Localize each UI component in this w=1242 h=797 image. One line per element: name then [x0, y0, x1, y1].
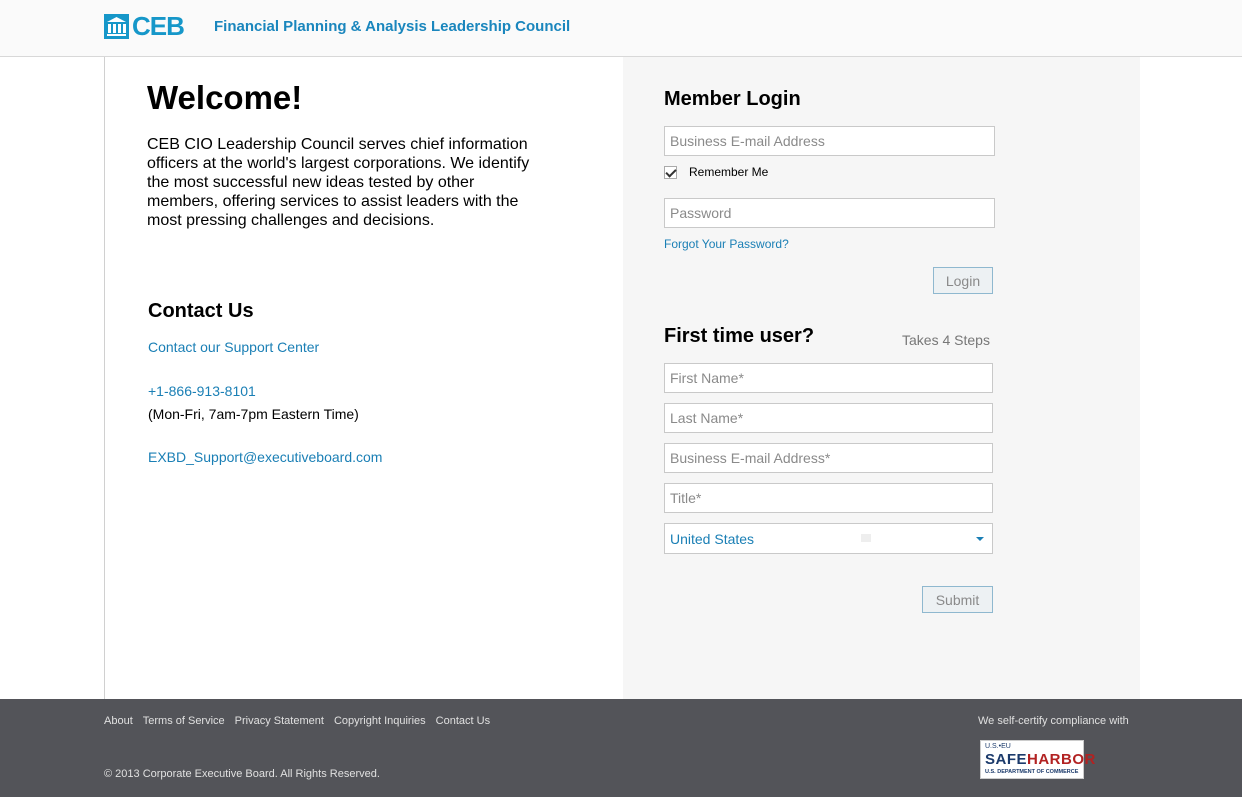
- last-name-input[interactable]: [664, 403, 993, 433]
- right-panel: [623, 57, 1140, 699]
- forgot-password-link[interactable]: Forgot Your Password?: [664, 237, 789, 251]
- password-input[interactable]: [664, 198, 995, 228]
- steps-label: Takes 4 Steps: [902, 332, 990, 348]
- phone-link[interactable]: +1-866-913-8101: [148, 383, 256, 399]
- footer-link-copyright[interactable]: Copyright Inquiries: [333, 715, 426, 727]
- support-center-link[interactable]: Contact our Support Center: [148, 339, 320, 355]
- welcome-title: Welcome!: [147, 79, 303, 116]
- safeharbor-main: [985, 751, 1096, 768]
- footer: [0, 699, 1242, 797]
- safeharbor-harbor: HARBOR: [1027, 751, 1096, 768]
- support-hours: (Mon-Fri, 7am-7pm Eastern Time): [148, 406, 359, 422]
- footer-link-privacy[interactable]: Privacy Statement: [234, 715, 324, 727]
- welcome-text: CEB CIO Leadership Council serves chief information officers at the world's largest corporations. We identify the most successful new ideas tested by other members, offering services to assist leaders with the most pressing challenges and decisions.: [147, 136, 530, 229]
- chevron-down-icon: [976, 537, 984, 541]
- member-login-title: Member Login: [664, 88, 801, 110]
- copyright-text: © 2013 Corporate Executive Board. All Rights Reserved.: [104, 768, 380, 780]
- submit-button[interactable]: Submit: [922, 586, 993, 613]
- council-title: Financial Planning & Analysis Leadership Council: [214, 18, 571, 35]
- remember-me[interactable]: [664, 165, 768, 179]
- safeharbor-top: U.S.•EU: [985, 743, 1011, 750]
- header: [0, 0, 1242, 57]
- footer-link-about[interactable]: About: [104, 715, 133, 727]
- login-button[interactable]: Login: [933, 267, 993, 294]
- country-select[interactable]: [664, 523, 993, 554]
- business-email-input[interactable]: [664, 443, 993, 473]
- remember-me-label: Remember Me: [689, 165, 769, 179]
- select-artifact: [861, 534, 871, 542]
- safeharbor-safe: SAFE: [985, 751, 1028, 768]
- country-value: United States: [670, 531, 755, 547]
- logo-text: CEB: [132, 11, 184, 41]
- main-content: [104, 57, 1140, 699]
- ceb-logo[interactable]: [104, 11, 184, 41]
- footer-link-contact[interactable]: Contact Us: [435, 715, 491, 727]
- building-icon: [104, 14, 129, 39]
- first-time-user-title: First time user?: [664, 325, 815, 347]
- footer-links: [104, 715, 490, 727]
- login-email-input[interactable]: [664, 126, 995, 156]
- contact-title: Contact Us: [148, 300, 254, 322]
- remember-me-checkbox[interactable]: [664, 166, 677, 179]
- title-input[interactable]: [664, 483, 993, 513]
- support-email-link[interactable]: EXBD_Support@executiveboard.com: [148, 449, 383, 465]
- first-name-input[interactable]: [664, 363, 993, 393]
- certify-text: We self-certify compliance with: [978, 715, 1129, 727]
- safeharbor-bottom: U.S. DEPARTMENT OF COMMERCE: [985, 769, 1079, 775]
- footer-link-terms[interactable]: Terms of Service: [142, 715, 225, 727]
- safeharbor-badge[interactable]: [980, 740, 1096, 779]
